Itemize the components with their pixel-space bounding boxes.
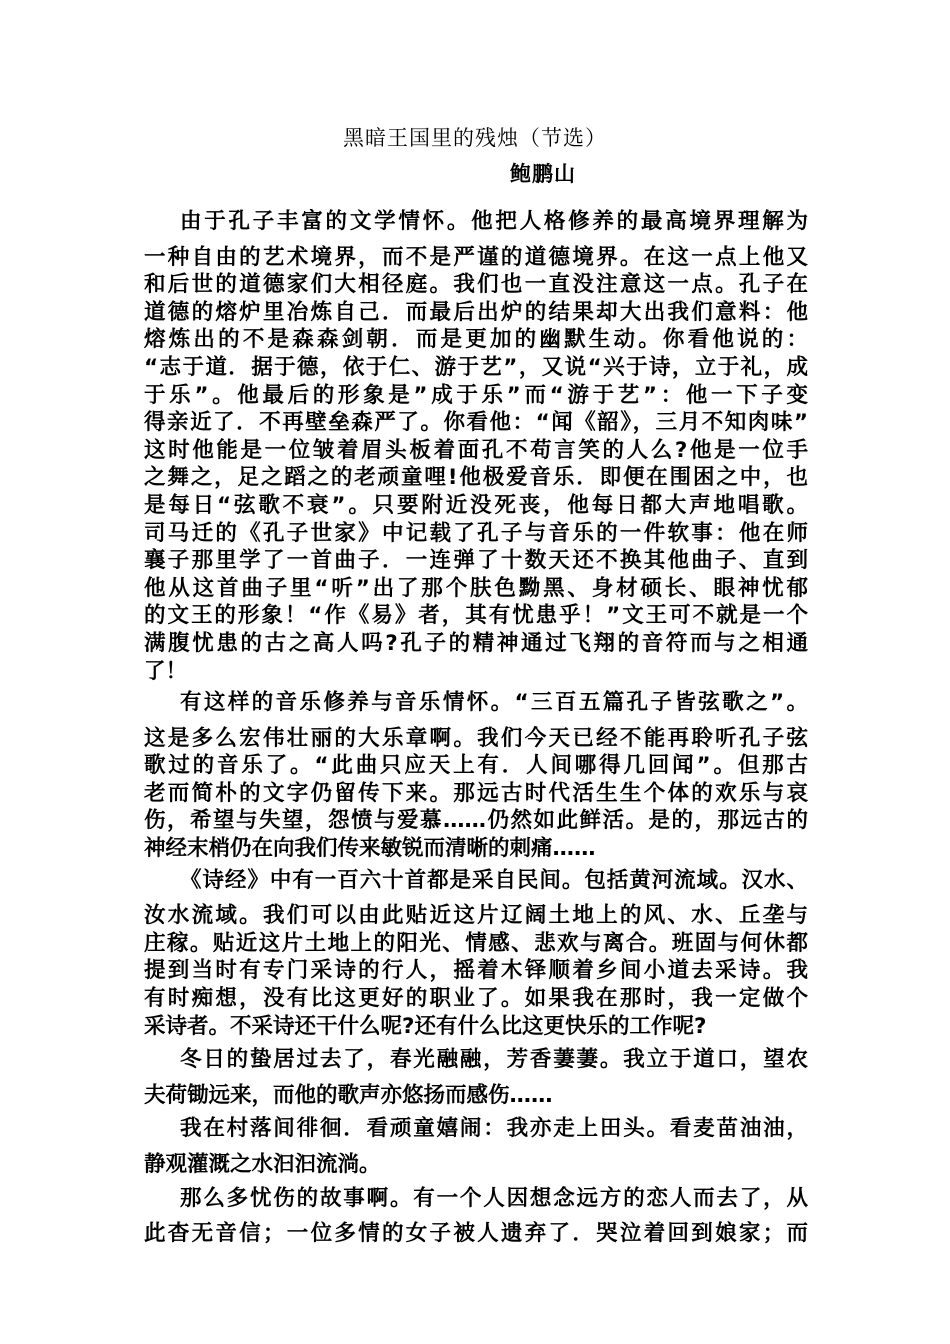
text-line: 老而简朴的文字仍留传下来。那远古时代活生生个体的欢乐与哀 (144, 780, 808, 806)
text-line: 的文王的形象！“作《易》者，其有忧患乎！”文王可不就是一个 (144, 603, 808, 629)
text-line: 我在村落间徘徊．看顽童嬉闹：我亦走上田头。看麦苗油油， (180, 1116, 808, 1142)
text-line: “志于道．据于德，依于仁、游于艺”，又说“兴于诗，立于礼，成 (144, 354, 808, 380)
text-line: 襄子那里学了一首曲子．一连弹了十数天还不换其他曲子、直到 (144, 548, 808, 574)
text-line: 是每日“弦歌不衰”。只要附近没死丧，他每日都大声地唱歌。 (144, 492, 808, 518)
paragraph-1 (144, 208, 808, 685)
text-line: 这是多么宏伟壮丽的大乐章啊。我们今天已经不能再聆听孔子弦 (144, 725, 808, 751)
text-line: 冬日的蛰居过去了，春光融融，芳香萋萋。我立于道口，望农 (180, 1047, 808, 1073)
document-body (144, 208, 808, 1248)
text-line: 于乐”。他最后的形象是”成于乐”而“游于艺”：他一下子变 (144, 382, 808, 408)
text-line: 汝水流域。我们可以由此贴近这片辽阔土地上的风、水、丘垄与 (144, 903, 808, 929)
text-line: 采诗者。不采诗还干什么呢?还有什么比这更快乐的工作呢? (144, 1013, 707, 1039)
paragraph-4 (144, 1046, 808, 1109)
text-line: 由于孔子丰富的文学情怀。他把人格修养的最高境界理解为 (180, 209, 808, 234)
document-title: 黑暗王国里的残烛（节选） (343, 126, 607, 150)
text-line: 得亲近了．不再壁垒森严了。你看他：“闻《韶》，三月不知肉味” (144, 410, 808, 436)
text-line: 熔炼出的不是森森剑朝．而是更加的幽默生动。你看他说的： (144, 327, 808, 353)
text-line: 伤，希望与失望，怨愤与爱慕……仍然如此鲜活。是的，那远古的 (144, 808, 808, 834)
text-line: 提到当时有专门采诗的行人，摇着木铎顺着乡间小道去采诗。我 (144, 958, 808, 984)
text-line: 那么多忧伤的故事啊。有一个人因想念远方的恋人而去了，从 (180, 1185, 808, 1211)
text-line: 和后世的道德家们大相径庭。我们也一直没注意这一点。孔子在 (144, 272, 808, 298)
text-line: 《诗经》中有一百六十首都是采自民间。包括黄河流域。汉水、 (180, 867, 808, 893)
text-line: 神经末梢仍在向我们传来敏锐而清晰的刺痛…… (144, 836, 596, 862)
paragraph-2 (144, 689, 808, 863)
paragraph-3 (144, 867, 808, 1041)
text-line: 这时他能是一位皱着眉头板着面孔不苟言笑的人么?他是一位手 (144, 437, 808, 463)
text-line: 有时痴想，没有比这更好的职业了。如果我在那时，我一定做个 (144, 986, 808, 1012)
text-line: 一种自由的艺术境界，而不是严谨的道德境界。在这一点上他又 (144, 244, 808, 270)
text-line: 夫荷锄远来，而他的歌声亦悠扬而感伤…… (144, 1082, 553, 1108)
text-line: 司马迁的《孔子世家》中记载了孔子与音乐的一件软事：他在师 (144, 520, 808, 546)
text-line: 庄稼。贴近这片土地上的阳光、情感、悲欢与离合。班固与何休都 (144, 930, 808, 956)
paragraph-6 (144, 1185, 808, 1248)
text-line: 有这样的音乐修养与音乐情怀。“三百五篇孔子皆弦歌之”。 (180, 690, 808, 716)
text-line: 满腹忧患的古之高人吗?孔子的精神通过飞翔的音符而与之相通 (144, 630, 808, 656)
text-line: 之舞之，足之蹈之的老顽童哩!他极爱音乐．即便在围困之中，也 (144, 465, 808, 491)
document-author: 鲍鹏山 (510, 162, 576, 186)
text-line: 他从这首曲子里“听”出了那个肤色黝黑、身材硕长、眼神忧郁 (144, 575, 808, 601)
text-line: 了！ (144, 658, 188, 684)
text-line: 静观灌溉之水汩汩流淌。 (144, 1152, 381, 1177)
text-line: 道德的熔炉里冶炼自己．而最后出炉的结果却大出我们意料：他 (144, 299, 808, 325)
text-line: 歌过的音乐了。“此曲只应天上有．人间哪得几回闻”。但那古 (144, 753, 808, 779)
text-line: 此杳无音信；一位多情的女子被人遗弃了．哭泣着回到娘家；而 (144, 1221, 808, 1247)
paragraph-5 (144, 1115, 808, 1178)
